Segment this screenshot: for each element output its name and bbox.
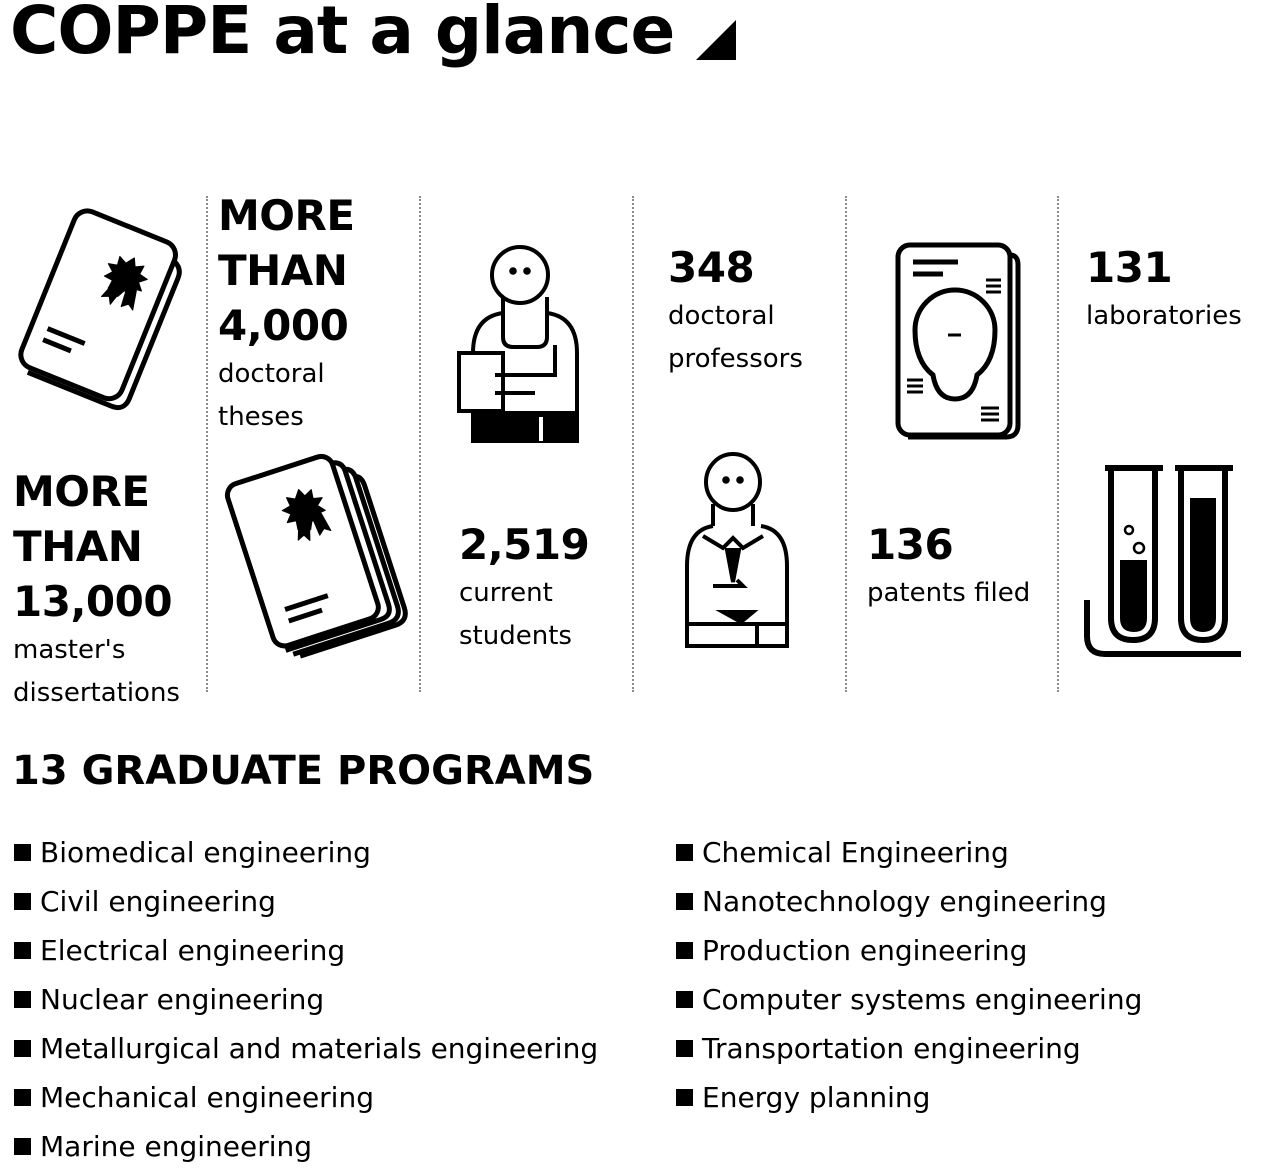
stat-label: patents filed <box>867 578 1031 608</box>
bullet-square-icon <box>14 1089 31 1106</box>
stat-prefix: MORE <box>218 191 355 240</box>
stat-label: doctoral <box>218 359 325 389</box>
bullet-square-icon <box>14 1040 31 1057</box>
program-item <box>676 828 1142 877</box>
stat-current-students <box>459 517 589 658</box>
programs-list-right <box>676 828 1142 1122</box>
program-item <box>14 1122 598 1171</box>
program-label: Transportation engineering <box>702 1032 1081 1065</box>
program-label: Marine engineering <box>40 1130 313 1163</box>
programs-heading: 13 GRADUATE PROGRAMS <box>12 748 595 794</box>
program-item <box>14 975 598 1024</box>
program-label: Mechanical engineering <box>40 1081 374 1114</box>
bullet-square-icon <box>676 991 693 1008</box>
bullet-square-icon <box>14 1138 31 1155</box>
programs-list-left <box>14 828 598 1171</box>
program-item <box>676 877 1142 926</box>
stat-patents-filed <box>867 517 1030 615</box>
program-label: Electrical engineering <box>40 934 346 967</box>
column-divider <box>419 196 421 692</box>
stat-value: 13,000 <box>13 577 173 626</box>
stat-label: doctoral <box>668 301 775 331</box>
bullet-square-icon <box>14 991 31 1008</box>
program-label: Energy planning <box>702 1081 931 1114</box>
column-divider <box>632 196 634 692</box>
stat-masters-dissertations <box>13 464 180 715</box>
stat-value: 348 <box>668 243 755 292</box>
thesis-book-icon <box>218 438 408 663</box>
bullet-square-icon <box>676 893 693 910</box>
student-icon <box>455 245 585 445</box>
program-item <box>14 828 598 877</box>
program-label: Chemical Engineering <box>702 836 1009 869</box>
program-label: Computer systems engineering <box>702 983 1143 1016</box>
program-label: Biomedical engineering <box>40 836 371 869</box>
stat-doctoral-theses <box>218 188 355 439</box>
stat-value: 4,000 <box>218 301 349 350</box>
program-item <box>676 926 1142 975</box>
program-label: Metallurgical and materials engineering <box>40 1032 599 1065</box>
column-divider <box>206 196 208 692</box>
program-item <box>676 975 1142 1024</box>
bullet-square-icon <box>14 844 31 861</box>
program-item <box>676 1024 1142 1073</box>
bullet-square-icon <box>676 1089 693 1106</box>
bullet-square-icon <box>676 1040 693 1057</box>
stat-doctoral-professors <box>668 240 803 381</box>
column-divider <box>1057 196 1059 692</box>
stat-value: 131 <box>1086 243 1173 292</box>
program-item <box>14 877 598 926</box>
stat-label: master's <box>13 635 126 665</box>
stat-prefix: MORE <box>13 467 150 516</box>
program-label: Production engineering <box>702 934 1028 967</box>
stat-value: 136 <box>867 520 954 569</box>
program-label: Civil engineering <box>40 885 276 918</box>
bullet-square-icon <box>676 844 693 861</box>
stat-label: laboratories <box>1086 301 1242 331</box>
column-divider <box>845 196 847 692</box>
bullet-square-icon <box>14 893 31 910</box>
stat-label: professors <box>668 344 803 374</box>
stat-prefix: THAN <box>218 246 348 295</box>
stat-prefix: THAN <box>13 522 143 571</box>
diploma-book-icon <box>0 195 190 425</box>
program-item <box>14 1073 598 1122</box>
program-item <box>676 1073 1142 1122</box>
stat-label: theses <box>218 402 304 432</box>
program-label: Nanotechnology engineering <box>702 885 1107 918</box>
patent-lightbulb-icon <box>893 240 1028 445</box>
page-title-text: COPPE at a glance <box>10 0 675 69</box>
page-title <box>10 0 736 69</box>
triangle-marker-icon <box>696 20 736 60</box>
stat-laboratories <box>1086 240 1242 338</box>
professor-icon <box>683 452 798 652</box>
bullet-square-icon <box>14 942 31 959</box>
stat-label: dissertations <box>13 678 180 708</box>
stat-label: students <box>459 621 572 651</box>
program-item <box>14 926 598 975</box>
stat-label: current <box>459 578 553 608</box>
program-item <box>14 1024 598 1073</box>
test-tubes-icon <box>1083 460 1243 660</box>
bullet-square-icon <box>676 942 693 959</box>
stat-value: 2,519 <box>459 520 590 569</box>
program-label: Nuclear engineering <box>40 983 325 1016</box>
